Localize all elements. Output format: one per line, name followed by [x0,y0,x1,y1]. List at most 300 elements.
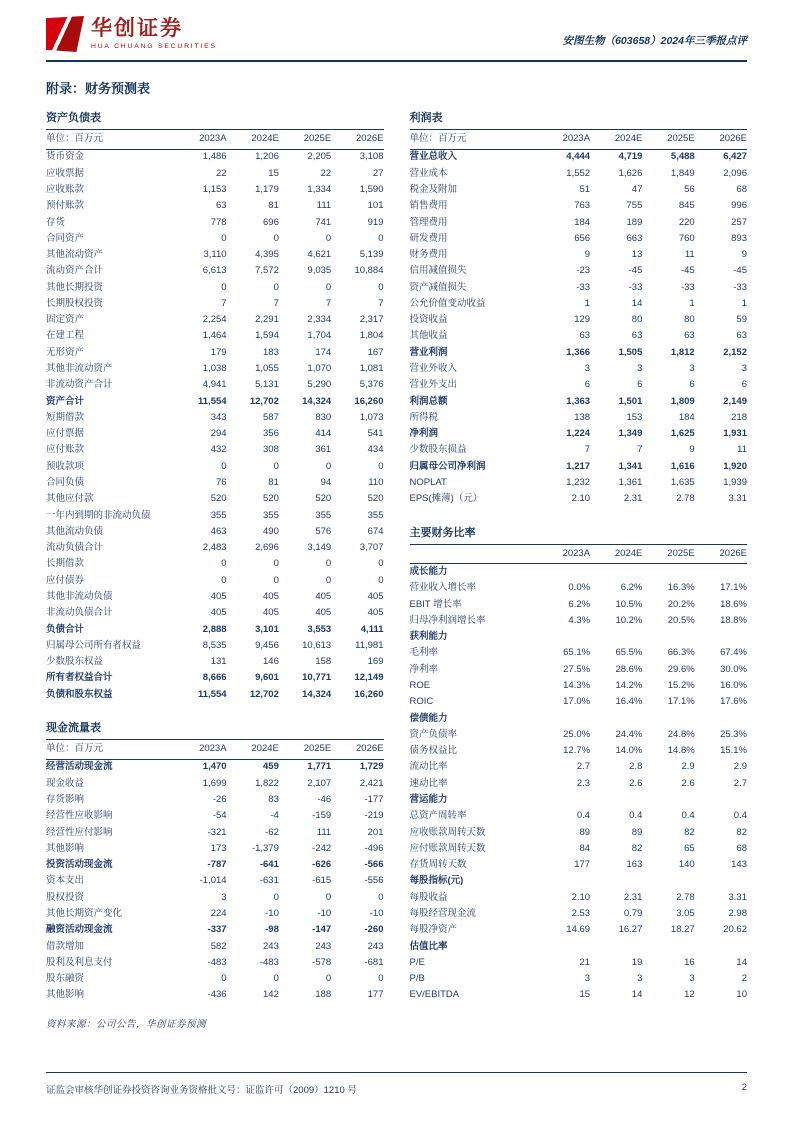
row-label: 每股净资产 [409,924,458,936]
cell-value: 140 [678,859,695,871]
cell-value: 14.69 [566,924,591,936]
cell-value: 11,554 [198,395,227,407]
balance_sheet-title: 资产负债表 [46,107,384,130]
cell-value: 663 [626,232,643,244]
table-row [46,361,384,377]
row-label: 速动比率 [409,777,448,789]
cell-value [695,564,747,581]
row-label: 非流动负债合计 [46,607,113,619]
cell-value: 15.2% [667,680,695,692]
cell-value: 2.3 [576,777,591,789]
cell-value: 3,108 [359,151,384,163]
cell-value [538,939,590,955]
table-row [46,906,384,922]
cell-value: 0 [325,891,332,903]
cell-value: -54 [212,810,227,822]
table-row [410,443,748,459]
cell-value: 65.5% [615,647,643,659]
table-row [46,922,384,938]
cell-value [642,711,694,727]
cell-value: 15.1% [720,745,747,757]
cell-value: 294 [210,428,227,440]
cell-value: 63 [631,330,643,342]
cell-value: 2.6 [629,777,643,789]
row-label: 短期借款 [46,411,85,423]
cell-value: 520 [315,493,332,505]
cell-value: 1,464 [202,330,227,342]
cell-value: 2,254 [202,314,227,326]
income_statement-table [410,130,748,508]
cell-value: 3,149 [307,542,332,554]
table-row [46,687,384,703]
cell-value: 177 [574,859,591,871]
cell-value [538,629,590,645]
cell-value: -337 [207,924,227,936]
cell-value [590,874,642,890]
document-title: 安图生物（603658）2024年三季报点评 [562,35,747,47]
cell-value: 763 [574,200,591,212]
row-label: 少数股东权益 [46,656,104,668]
cell-value: 0 [273,574,279,586]
row-label: ROIC [409,696,434,708]
table-row [46,638,384,654]
row-label: 其他长期资产变化 [46,907,123,919]
cell-value: 1,055 [255,363,279,375]
row-label: 净利润 [409,428,439,440]
cell-value: 179 [210,346,227,358]
table-row [46,149,384,166]
cell-value: 82 [736,826,747,838]
table-row [46,825,384,841]
cell-value: -496 [364,842,384,854]
cell-value: 11,981 [355,639,384,651]
cell-value: -33 [733,281,747,293]
cell-value: 146 [263,656,279,668]
cell-value: 16.3% [667,582,695,594]
cell-value [590,564,642,581]
cell-value: 1,081 [359,363,384,375]
cell-value: 5,488 [670,151,695,163]
cell-value: 6 [689,379,695,391]
cell-value: 1,625 [670,428,695,440]
cell-value: 1,486 [202,151,227,163]
cell-value: 47 [631,183,643,195]
cell-value: 0.79 [623,907,643,919]
table-row [410,955,748,971]
cell-value: 2,096 [723,167,747,179]
cell-value: 0 [221,281,227,293]
table-row [46,508,384,524]
cell-value: 1,590 [359,183,384,195]
cell-value: 1,038 [202,363,227,375]
cell-value: 14 [631,989,643,1001]
cell-value: 6 [637,379,643,391]
row-label: 非流动资产合计 [46,379,113,391]
cell-value: 6.2% [620,582,643,594]
cell-value [538,711,590,727]
row-label: 财务费用 [409,249,448,261]
row-label: 长期股权投资 [46,297,104,309]
cell-value: 3.05 [676,907,695,919]
cell-value: 830 [315,411,332,423]
cell-value: 741 [315,216,332,228]
cell-value: 2.98 [728,907,747,919]
row-label: 应付票据 [46,428,85,440]
table-row [410,247,748,263]
cell-value [590,711,642,727]
cell-value: -556 [364,875,384,887]
cell-value: 2.53 [571,907,591,919]
cell-value: 2,334 [307,314,332,326]
row-label: 营业外收入 [409,363,458,375]
row-label: 每股经营现金流 [409,907,477,919]
row-label: 股权投资 [46,891,85,903]
cell-value: 14 [736,956,747,968]
row-label: 货币资金 [46,151,85,163]
cell-value: 4,444 [566,151,591,163]
row-label: 一年内到期的非流动负债 [46,509,151,521]
logo-name-en: HUA CHUANG SECURITIES [91,42,217,50]
cell-value: 919 [367,216,384,228]
cell-value: 3 [637,363,643,375]
table-row [410,906,748,922]
cell-value: 10,884 [354,265,384,277]
cell-value: -159 [312,810,332,822]
cell-value: 2,483 [202,542,227,554]
table-row [410,825,748,841]
table-row [410,597,748,613]
table-row [410,694,748,710]
row-label: 资本支出 [46,875,85,887]
cell-value: 4,395 [255,249,279,261]
cell-value: 0 [325,232,332,244]
table-row [410,580,748,596]
cell-value: 27.5% [563,663,591,675]
cell-value: 2.10 [571,891,591,903]
cell-value: -242 [312,842,332,854]
cell-value: 1,505 [618,346,643,358]
table-row [46,247,384,263]
cell-value: 1,594 [255,330,279,342]
table-row [46,654,384,670]
cell-value: 3 [584,363,591,375]
cell-value: 184 [678,411,695,423]
cell-value: 1,849 [670,167,695,179]
cell-value: 760 [678,232,695,244]
cell-value: 3 [689,973,695,985]
cell-value: 174 [315,346,332,358]
row-label: P/E [409,956,425,968]
cell-value: 5,376 [359,379,384,391]
column-header: 2026E [695,130,747,149]
cell-value: 520 [263,493,279,505]
cell-value: 16,260 [354,395,384,407]
balance_sheet-table [46,130,384,703]
section-row [410,564,748,581]
cell-value: -260 [364,924,384,936]
cell-value: 1,931 [723,428,747,440]
cell-value: 22 [215,167,227,179]
row-label: EPS(摊薄)（元） [409,493,483,505]
cell-value: 2,888 [202,623,227,635]
cell-value: 2 [741,973,747,985]
cell-value: 1,771 [307,761,332,773]
cell-value: 14.2% [615,680,643,692]
row-label: 营运能力 [409,794,448,806]
cell-value: 4,621 [307,249,332,261]
row-label: 股利及利息支付 [46,956,113,968]
cell-value: 111 [316,200,332,212]
cell-value: 81 [268,200,279,212]
cell-value: -62 [265,826,279,838]
row-label: 流动资产合计 [46,265,104,277]
cell-value: 129 [574,314,591,326]
cell-value: -33 [628,281,643,293]
cell-value: -98 [265,924,279,936]
cell-value: 308 [263,444,279,456]
cell-value: 0.4 [681,810,695,822]
table-row [46,329,384,345]
cell-value: 17.1% [720,582,747,594]
huachuang-logo [46,16,217,52]
row-label: 长期借款 [46,558,85,570]
table-row [410,296,748,312]
table-row [410,857,748,873]
table-row [46,589,384,605]
cell-value: 18.8% [720,614,747,626]
row-label: 经营性应付影响 [46,826,113,838]
cell-value: 2.6 [681,777,695,789]
cell-value: 16.27 [618,924,643,936]
cell-value: 76 [215,477,227,489]
cell-value: 6.2% [568,598,591,610]
unit-label: 单位：百万元 [46,740,174,759]
row-label: 债务权益比 [409,745,458,757]
huachuang-logo-icon [46,16,84,52]
cell-value: 3.31 [728,891,747,903]
cell-value: 1 [584,297,591,309]
cell-value [590,629,642,645]
cell-value: 1,822 [255,777,279,789]
table-row [410,662,748,678]
cell-value: 355 [210,509,227,521]
table-row [46,166,384,182]
table-row [46,296,384,312]
table-row [46,426,384,442]
cell-value: 131 [210,656,227,668]
table-row [410,329,748,345]
cell-value: 9 [741,249,747,261]
column-header: 2026E [695,545,747,564]
cell-value [538,564,590,581]
table-row [410,646,748,662]
cell-value: 89 [631,826,643,838]
table-row [46,491,384,507]
cell-value: 0 [325,973,332,985]
cell-value: 0 [378,281,384,293]
row-label: 营业外支出 [409,379,458,391]
cell-value: 89 [579,826,591,838]
row-label: 投资活动现金流 [46,859,113,871]
table-row [410,426,748,442]
column-header: 2024E [590,130,642,149]
cell-value: -45 [733,265,747,277]
column-header: 2026E [331,740,383,759]
table-row [410,743,748,759]
cell-value: 1 [689,297,695,309]
page-footer [46,1072,747,1096]
row-label: 每股指标(元) [409,875,464,887]
cell-value: 169 [367,656,384,668]
cell-value: 1,920 [723,460,747,472]
cell-value: 6 [584,379,591,391]
cell-value: 1,073 [359,411,384,423]
row-label: 存货 [46,216,66,228]
cell-value: 2.7 [576,761,591,773]
cell-value: 27 [372,167,384,179]
cell-value: 243 [367,940,384,952]
cell-value: 201 [367,826,384,838]
cell-value: -4 [270,810,279,822]
row-label: ROE [409,680,431,692]
cell-value: 459 [263,761,279,773]
cell-value: -1,014 [199,875,227,887]
cell-value: 1,179 [255,183,279,195]
table-row [410,182,748,198]
cell-value: 343 [210,411,227,423]
table-row [46,443,384,459]
table-row [410,475,748,491]
table-row [46,573,384,589]
cell-value: 220 [678,216,695,228]
cell-value: 83 [268,794,279,806]
cell-value: 9 [689,444,695,456]
table-row [46,524,384,540]
cell-value: 755 [626,200,643,212]
cell-value: 1,206 [255,151,279,163]
header-row [410,130,748,149]
table-row [46,939,384,955]
row-label: 资产合计 [46,395,85,407]
cell-value: 0 [273,891,279,903]
cell-value: 520 [210,493,227,505]
cell-value: 405 [315,590,332,602]
row-label: 合同资产 [46,232,85,244]
row-label: 所有者权益合计 [46,672,113,684]
table-row [410,166,748,182]
unit-label: 单位：百万元 [46,130,174,149]
row-label: 资产减值损失 [409,281,467,293]
cell-value: 355 [263,509,279,521]
cell-value: 15 [579,989,591,1001]
cell-value: 2,152 [723,346,747,358]
cell-value [642,939,694,955]
cell-value: 63 [684,330,695,342]
cell-value: 356 [263,428,279,440]
cash_flow-table [46,740,384,1004]
cell-value: 0 [378,891,384,903]
cell-value: -631 [259,875,279,887]
cell-value: 0 [378,232,384,244]
cell-value: -681 [364,956,384,968]
row-label: 偿债能力 [409,712,448,724]
table-row [46,394,384,410]
column-header: 2024E [590,545,642,564]
cell-value: -219 [364,810,384,822]
cell-value: -45 [628,265,643,277]
cell-value: 14.0% [615,745,643,757]
row-label: 其他影响 [46,989,85,1001]
row-label: 归母净利润增长率 [409,614,486,626]
row-label: 流动负债合计 [46,542,104,554]
row-label: 归属母公司净利润 [409,460,486,472]
cell-value: -483 [207,956,227,968]
cell-value: 414 [315,428,332,440]
source-note: 资料来源：公司公告，华创证券预测 [46,1018,207,1030]
cell-value: 541 [367,428,384,440]
cell-value: 0 [325,558,332,570]
cell-value: 224 [210,907,227,919]
cell-value: 0 [378,558,384,570]
table-row [410,361,748,377]
table-row [46,841,384,857]
cell-value: 405 [367,607,384,619]
cell-value: 28.6% [615,663,643,675]
cell-value: 1,361 [618,477,643,489]
cell-value: 0 [221,460,227,472]
table-row [410,988,748,1004]
table-row [410,776,748,792]
row-label: 应付账款 [46,444,85,456]
section-row [410,939,748,955]
financial-ratios-section [410,522,748,1004]
cell-value [642,792,694,808]
cell-value: 1,939 [723,477,747,489]
cell-value: 405 [315,607,332,619]
cell-value: 16 [684,956,695,968]
cell-value: 20.2% [667,598,695,610]
row-label: 其他非流动负债 [46,590,113,602]
cell-value: 16.4% [615,696,643,708]
cell-value: 12,702 [249,395,279,407]
cell-value: 405 [367,590,384,602]
cell-value: 656 [574,232,591,244]
cell-value: 1 [741,297,747,309]
balance-sheet-section [46,107,384,703]
cell-value: 15 [268,167,279,179]
row-label: NOPLAT [409,477,447,489]
cell-value: 3 [637,973,643,985]
table-row [410,263,748,279]
cell-value: 16.0% [720,680,747,692]
cell-value: 2,107 [307,777,332,789]
ratios-table [410,545,748,1004]
table-row [46,557,384,573]
table-row [46,776,384,792]
cell-value: 1,366 [566,346,591,358]
row-label: 应收票据 [46,167,85,179]
cell-value: 0 [221,973,227,985]
cell-value: 6,427 [723,151,747,163]
cell-value: 163 [626,859,643,871]
row-label: 成长能力 [409,566,448,578]
table-row [410,922,748,938]
cell-value: 25.0% [563,728,591,740]
table-row [410,198,748,214]
cell-value: 11 [684,249,695,261]
table-row [46,671,384,687]
cell-value: -33 [576,281,591,293]
